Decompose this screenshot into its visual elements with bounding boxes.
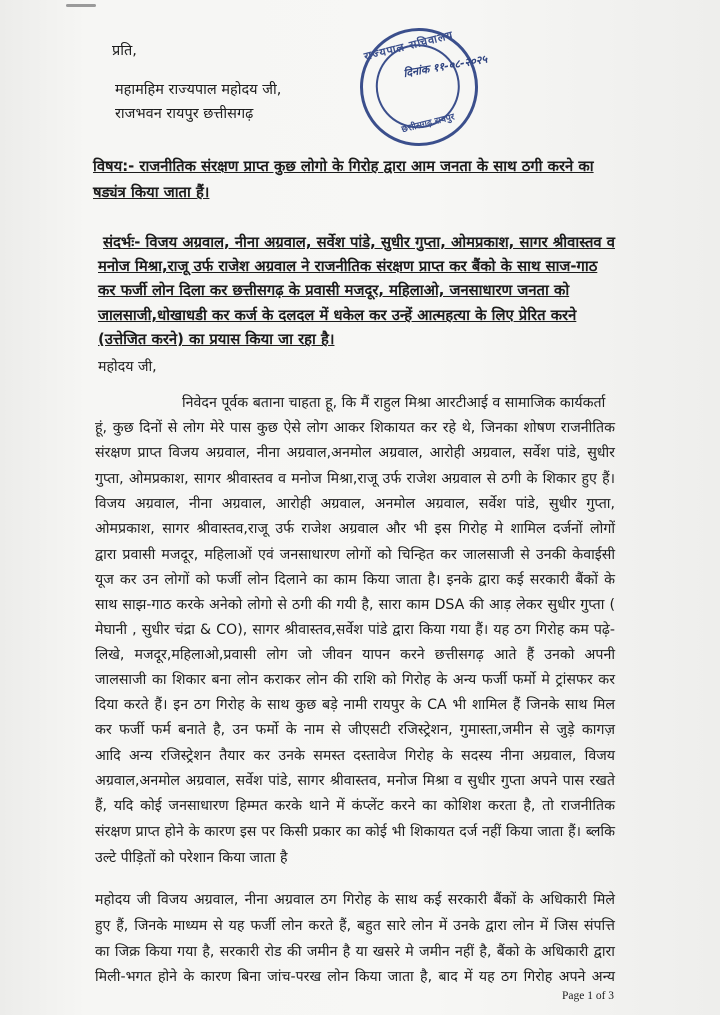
body-p1-line: मेघानी , सुधीर चंद्रा & CO), सागर श्रीवास्तव,सर्वेश पांडे द्वारा किया गया हैं। यह ठग गिरोह कम पढ़े- <box>95 622 615 638</box>
body-p1-line: उल्टे पीड़ितों को परेशान किया जाता है <box>95 850 288 866</box>
body-p1-line: कर फर्जी फर्म बनाते है, उन फर्मो के नाम से जीएसटी रजिस्ट्रेशन, गुमास्ता,जमीन से जुड़े कागज़ <box>95 722 615 738</box>
salutation-prati: प्रति, <box>112 43 137 59</box>
reference-line-2: मनोज मिश्रा,राजू उर्फ राजेश अग्रवाल ने राजनीतिक संरक्षण प्राप्त कर बैंको के साथ साज-गाठ <box>98 258 598 275</box>
body-p2-line: हुए हैं, जिनके माध्यम से यह फर्जी लोन करते हैं, बहुत सारे लोन में उनके द्वारा लोन में जिस संपत्ति <box>95 918 615 934</box>
reference-line-3: कर फर्जी लोन दिला कर छत्तीसगढ़ के प्रवासी मजदूर, महिलाओ, जनसाधारण जनता को <box>98 282 570 299</box>
body-p1-line: हूं, कुछ दिनों से लोग मेरे पास कुछ ऐसे लोग आकर शिकायत कर रहे थे, जिनका शोषण राजनीतिक <box>95 420 615 436</box>
body-p1-line: दिया करते हैं। इन ठग गिरोह के साथ कुछ बड़े नामी रायपुर के CA भी शामिल हैं जिनके साथ मिल <box>95 697 615 713</box>
subject-line-2: षड्यंत्र किया जाता हैं। <box>93 184 210 201</box>
body-p1-line: लिखे, मजदूर,महिलाओ,प्रवासी लोग जो जीवन यापन करने छत्तीसगढ़ आते हैं उनको अपनी <box>95 647 615 663</box>
body-p2-line: मिली-भगत होने के कारण बिना जांच-परख लोन किया जाता है, बाद में यह ठग गिरोह अपने अन्य <box>95 969 615 985</box>
stamp-bottom-text: छत्तीसगढ़ रायपुर <box>400 112 456 136</box>
body-p1-line: संरक्षण प्राप्त होने के कारण इस पर किसी प्रकार का कोई भी शिकायत दर्ज नहीं किया जाता हैं। ब्लकि <box>95 824 615 840</box>
subject-line-1: विषय:- राजनीतिक संरक्षण प्राप्त कुछ लोगो के गिरोह द्वारा आम जनता के साथ ठगी करने का <box>93 158 594 175</box>
reference-line-5: (उत्तेजित करने) का प्रयास किया जा रहा है। <box>98 331 335 348</box>
greeting: महोदय जी, <box>98 359 157 375</box>
page-number-footer: Page 1 of 3 <box>562 990 615 1002</box>
official-receipt-stamp <box>347 15 490 158</box>
reference-line-4: जालसाजी,धोखाधडी कर कर्ज के दलदल में धकेल कर उन्हें आत्महत्या के लिए प्रेरित करने <box>98 307 577 324</box>
reference-line-1: संदर्भः- विजय अग्रवाल, नीना अग्रवाल, सर्वेश पांडे, सुधीर गुप्ता, ओमप्रकाश, सागर श्रीवास्तव व <box>103 234 615 251</box>
body-p1-line: यूज कर उन लोगों को फर्जी लोन दिलाने का काम किया जाता है। इनके द्वारा कई सरकारी बैंकों के <box>95 572 615 588</box>
body-p2-line: महोदय जी विजय अग्रवाल, नीना अग्रवाल ठग गिरोह के साथ कई सरकारी बैंकों के अधिकारी मिले <box>95 892 615 908</box>
body-p1-line: निवेदन पूर्वक बताना चाहता हू, कि मैं राहुल मिश्रा आरटीआई व सामाजिक कार्यकर्ता <box>182 395 606 411</box>
body-p1-line: जालसाजी का शिकार बना लोन कराकर लोन की राशि को गिरोह के अन्य फर्जी फर्मो मे ट्रांसफर कर <box>95 672 615 688</box>
body-p1-line: संरक्षण प्राप्त विजय अग्रवाल, नीना अग्रवाल,अनमोल अग्रवाल, आरोही अग्रवाल, सर्वेश पांडे, सुधीर <box>95 445 615 461</box>
body-p1-line: विजय अग्रवाल, नीना अग्रवाल, आरोही अग्रवाल, अनमोल अग्रवाल, सर्वेश पांडे, सुधीर गुप्ता, <box>95 496 615 512</box>
body-p1-line: गुप्ता, ओमप्रकाश, सागर श्रीवास्तव व मनोज मिश्रा,राजू उर्फ राजेश अग्रवाल से ठगी के शिकार हुए हैं। <box>95 471 615 487</box>
body-p1-line: हैं, यदि कोई जनसाधारण हिम्मत करके थाने में कंप्लेंट करने का कोशिश करता है, तो राजनीतिक <box>95 798 615 814</box>
scan-mark <box>66 4 96 7</box>
recipient-line-1: महामहिम राज्यपाल महोदय जी, <box>115 82 282 98</box>
body-p1-line: आदि अन्य रजिस्ट्रेशन तैयार कर उनके समस्त दस्तावेज गिरोह के सदस्य नीना अग्रवाल, विजय <box>95 748 615 764</box>
body-p1-line: अग्रवाल,अनमोल अग्रवाल, सर्वेश पांडे, सागर श्रीवास्तव, मनोज मिश्रा व सुधीर गुप्ता अपने पास रखते <box>95 773 615 789</box>
body-p1-line: द्वारा प्रवासी मजदूर, महिलाओं एवं जनसाधारण लोगों को चिन्हित कर जालसाजी से उनकी केवाईसी <box>95 547 615 563</box>
body-p2-line: का जिक्र किया गया है, सरकारी रोड की जमीन है या खसरे मे जमीन नहीं है, बैंको के अधिकारी द्वारा <box>95 944 615 960</box>
body-p1-line: ओमप्रकाश, सागर श्रीवास्तव,राजू उर्फ राजेश अग्रवाल और भी इस गिरोह मे शामिल दर्जनों लोगों <box>95 521 615 537</box>
recipient-line-2: राजभवन रायपुर छत्तीसगढ़ <box>115 106 254 122</box>
body-p1-line: साथ साझ-गाठ करके अनेको लोगो से ठगी की गयी है, सारा काम DSA की आड़ लेकर सुधीर गुप्ता ( <box>95 597 615 613</box>
stamp-date: दिनांक ११-०८-२०२५ <box>402 52 489 81</box>
stamp-ring-text: राज्यपाल सचिवालय <box>362 28 455 64</box>
